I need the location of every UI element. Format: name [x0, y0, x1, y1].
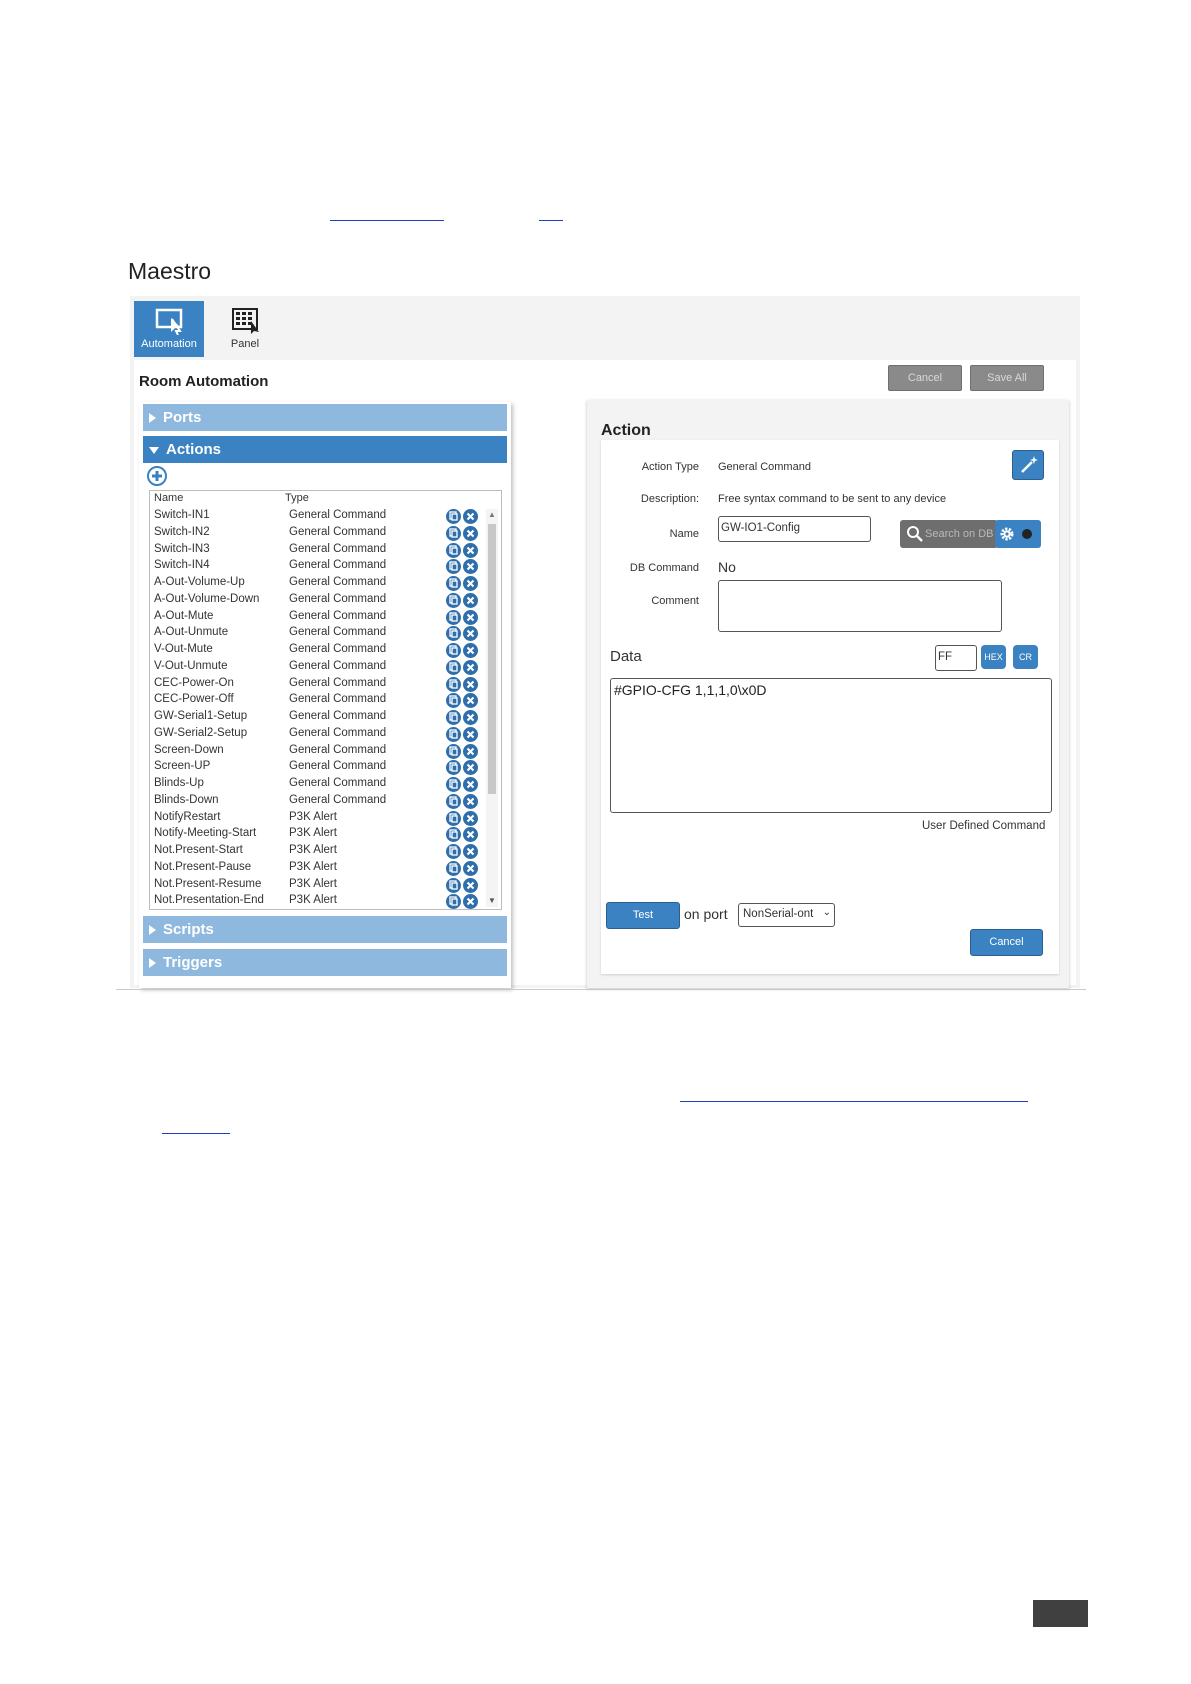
action-name: Switch-IN4: [154, 559, 210, 572]
table-row[interactable]: [150, 508, 485, 525]
action-type: General Command: [289, 626, 387, 639]
data-label: Data: [610, 648, 642, 665]
table-row[interactable]: [150, 659, 485, 676]
copy-icon[interactable]: [446, 543, 461, 558]
scroll-up-icon[interactable]: ▲: [488, 510, 496, 519]
action-name: V-Out-Unmute: [154, 659, 228, 672]
page-title: Room Automation: [139, 373, 269, 390]
search-db-label: Search on DB: [925, 528, 994, 540]
delete-icon[interactable]: [463, 576, 478, 591]
doc-link-underline[interactable]: [680, 1101, 1028, 1102]
delete-icon[interactable]: [463, 610, 478, 625]
name-input[interactable]: [718, 516, 871, 542]
table-row[interactable]: [150, 642, 485, 659]
action-type: General Command: [289, 793, 387, 806]
action-type: General Command: [289, 509, 387, 521]
search-db-button[interactable]: [900, 520, 998, 548]
action-name: CEC-Power-On: [154, 676, 234, 689]
port-select[interactable]: [738, 903, 835, 927]
chevron-down-icon: ⌄: [822, 907, 831, 918]
test-button[interactable]: Test: [606, 902, 680, 929]
delete-icon[interactable]: [463, 861, 478, 876]
action-name: Blinds-Down: [154, 793, 219, 806]
accordion-ports[interactable]: [143, 404, 507, 431]
action-type: P3K Alert: [289, 877, 337, 890]
copy-icon[interactable]: [446, 878, 461, 893]
tab-automation-label: Automation: [141, 338, 197, 350]
comment-label: Comment: [651, 595, 699, 607]
delete-icon[interactable]: [463, 626, 478, 641]
delete-icon[interactable]: [463, 543, 478, 558]
delete-icon[interactable]: [463, 693, 478, 708]
ff-input-value: FF: [938, 651, 953, 663]
automation-icon: [154, 307, 186, 340]
caret-right-icon: [149, 413, 156, 423]
delete-icon[interactable]: [463, 827, 478, 842]
table-row[interactable]: [150, 826, 485, 843]
action-name: Not.Present-Resume: [154, 877, 262, 890]
accordion-triggers-label: Triggers: [163, 954, 223, 971]
action-type: P3K Alert: [289, 894, 337, 907]
action-name: A-Out-Volume-Up: [154, 576, 245, 588]
description-label: Description:: [640, 493, 699, 505]
action-name: Screen-UP: [154, 760, 211, 773]
action-type: General Command: [289, 609, 387, 622]
delete-icon[interactable]: [463, 526, 478, 541]
tab-panel-label: Panel: [230, 338, 260, 350]
action-name: GW-Serial2-Setup: [154, 726, 248, 739]
table-row[interactable]: [150, 692, 485, 709]
action-type: General Command: [289, 542, 387, 555]
copy-icon[interactable]: [446, 710, 461, 725]
copy-icon[interactable]: [446, 626, 461, 641]
column-header-name: Name: [154, 492, 184, 504]
copy-icon[interactable]: [446, 677, 461, 692]
gear-icon: [999, 526, 1015, 547]
toggle-dot-icon: [1022, 529, 1032, 539]
action-type: General Command: [289, 659, 387, 672]
port-select-value: NonSerial-ont: [743, 908, 814, 920]
delete-icon[interactable]: [463, 677, 478, 692]
delete-icon[interactable]: [463, 727, 478, 742]
cancel-action-button[interactable]: Cancel: [970, 929, 1043, 956]
delete-icon[interactable]: [463, 811, 478, 826]
action-name: CEC-Power-Off: [154, 693, 234, 706]
table-row[interactable]: [150, 726, 485, 743]
hex-button[interactable]: HEX: [981, 645, 1006, 669]
table-row[interactable]: [150, 676, 485, 693]
ff-input[interactable]: [935, 645, 977, 671]
action-type: General Command: [289, 760, 387, 773]
magic-wand-icon: [1013, 466, 1043, 483]
copy-icon[interactable]: [446, 844, 461, 859]
comment-input[interactable]: [718, 580, 1002, 632]
action-type: General Command: [289, 576, 387, 588]
action-type-value: General Command: [718, 461, 811, 473]
caret-right-icon: [149, 925, 156, 935]
accordion-triggers[interactable]: [143, 949, 507, 976]
copy-icon[interactable]: [446, 559, 461, 574]
divider: [116, 989, 1086, 990]
accordion-scripts[interactable]: [143, 916, 507, 943]
delete-icon[interactable]: [463, 643, 478, 658]
copy-icon[interactable]: [446, 509, 461, 524]
delete-icon[interactable]: [463, 509, 478, 524]
action-name: Not.Present-Pause: [154, 860, 252, 873]
copy-icon[interactable]: [446, 777, 461, 792]
data-textarea[interactable]: [610, 678, 1052, 813]
copy-icon[interactable]: [446, 811, 461, 826]
accordion-actions[interactable]: [143, 436, 507, 463]
wizard-button[interactable]: [1012, 450, 1044, 480]
action-type: P3K Alert: [289, 827, 337, 840]
copy-icon[interactable]: [446, 576, 461, 591]
delete-icon[interactable]: [463, 777, 478, 792]
table-row[interactable]: [150, 542, 485, 559]
keypad-panel-icon: [231, 307, 261, 340]
action-name: A-Out-Unmute: [154, 626, 229, 639]
page-footer-tab: [1033, 1600, 1088, 1627]
action-name: Switch-IN3: [154, 542, 210, 555]
action-name: NotifyRestart: [154, 810, 221, 823]
action-name: V-Out-Mute: [154, 643, 213, 655]
table-row[interactable]: [150, 743, 485, 760]
add-action-icon[interactable]: [147, 466, 167, 491]
db-settings-toggle[interactable]: [995, 520, 1041, 548]
action-type: General Command: [289, 676, 387, 689]
copy-icon[interactable]: [446, 760, 461, 775]
doc-link-underline[interactable]: [162, 1133, 230, 1134]
action-name: Screen-Down: [154, 743, 224, 756]
action-name: A-Out-Volume-Down: [154, 592, 260, 605]
doc-link-underline[interactable]: [330, 220, 444, 221]
table-row[interactable]: [150, 625, 485, 642]
table-row[interactable]: [150, 575, 485, 592]
tab-panel[interactable]: [210, 301, 280, 357]
table-row[interactable]: [150, 860, 485, 877]
table-row[interactable]: [150, 877, 485, 894]
copy-icon[interactable]: [446, 727, 461, 742]
table-row[interactable]: [150, 525, 485, 542]
action-type: General Command: [289, 592, 387, 605]
table-row[interactable]: [150, 609, 485, 626]
action-name: Notify-Meeting-Start: [154, 827, 257, 840]
delete-icon[interactable]: [463, 794, 478, 809]
action-name: A-Out-Mute: [154, 609, 214, 622]
copy-icon[interactable]: [446, 643, 461, 658]
data-textarea-value: #GPIO-CFG 1,1,1,0\x0D: [614, 682, 767, 698]
accordion-ports-label: Ports: [163, 409, 202, 426]
search-icon: [906, 525, 924, 546]
table-row[interactable]: [150, 558, 485, 575]
cr-button[interactable]: CR: [1013, 645, 1038, 669]
copy-icon[interactable]: [446, 894, 461, 909]
name-input-value: GW-IO1-Config: [721, 522, 801, 534]
delete-icon[interactable]: [463, 660, 478, 675]
scrollbar-thumb[interactable]: [488, 524, 496, 794]
action-type: General Command: [289, 643, 387, 655]
table-row[interactable]: [150, 759, 485, 776]
table-row[interactable]: [150, 793, 485, 810]
copy-icon[interactable]: [446, 593, 461, 608]
table-row[interactable]: [150, 893, 485, 910]
name-label: Name: [669, 528, 699, 540]
action-type: General Command: [289, 693, 387, 706]
delete-icon[interactable]: [463, 878, 478, 893]
copy-icon[interactable]: [446, 610, 461, 625]
delete-icon[interactable]: [463, 559, 478, 574]
db-command-value: No: [718, 559, 736, 575]
description-value: Free syntax command to be sent to any device: [718, 493, 947, 505]
copy-icon[interactable]: [446, 861, 461, 876]
action-name: Switch-IN1: [154, 509, 210, 521]
table-row[interactable]: [150, 776, 485, 793]
copy-icon[interactable]: [446, 693, 461, 708]
caret-right-icon: [149, 958, 156, 968]
action-type: General Command: [289, 559, 387, 572]
action-type: P3K Alert: [289, 810, 337, 823]
on-port-label: on port: [684, 906, 728, 922]
delete-icon[interactable]: [463, 760, 478, 775]
copy-icon[interactable]: [446, 526, 461, 541]
action-type: General Command: [289, 726, 387, 739]
delete-icon[interactable]: [463, 894, 478, 909]
doc-link-underline[interactable]: [539, 220, 563, 221]
action-type: General Command: [289, 710, 387, 722]
action-type: General Command: [289, 743, 387, 756]
table-row[interactable]: [150, 709, 485, 726]
db-command-label: DB Command: [629, 562, 699, 574]
accordion-actions-label: Actions: [166, 441, 222, 458]
delete-icon[interactable]: [463, 744, 478, 759]
delete-icon[interactable]: [463, 710, 478, 725]
action-title: Action: [601, 422, 651, 439]
table-row[interactable]: [150, 592, 485, 609]
copy-icon[interactable]: [446, 794, 461, 809]
scroll-down-icon[interactable]: ▼: [488, 896, 496, 905]
cancel-all-button[interactable]: Cancel: [888, 365, 962, 391]
section-title: Maestro: [128, 258, 212, 284]
action-name: Not.Presentation-End: [154, 894, 264, 907]
caret-down-icon: [149, 447, 159, 454]
user-defined-command-label: User Defined Command: [922, 820, 1046, 832]
action-name: GW-Serial1-Setup: [154, 710, 248, 722]
delete-icon[interactable]: [463, 593, 478, 608]
action-name: Switch-IN2: [154, 525, 210, 538]
action-type: General Command: [289, 525, 387, 538]
copy-icon[interactable]: [446, 744, 461, 759]
copy-icon[interactable]: [446, 660, 461, 675]
accordion-scripts-label: Scripts: [163, 921, 214, 938]
table-row[interactable]: [150, 843, 485, 860]
tab-automation[interactable]: [134, 301, 204, 357]
table-row[interactable]: [150, 810, 485, 827]
column-header-type: Type: [285, 492, 309, 504]
copy-icon[interactable]: [446, 827, 461, 842]
action-type: P3K Alert: [289, 844, 337, 856]
action-type: General Command: [289, 777, 387, 789]
action-type-label: Action Type: [641, 461, 699, 473]
delete-icon[interactable]: [463, 844, 478, 859]
action-type: P3K Alert: [289, 860, 337, 873]
save-all-button[interactable]: Save All: [970, 365, 1044, 391]
action-name: Blinds-Up: [154, 777, 204, 789]
action-name: Not.Present-Start: [154, 844, 243, 856]
